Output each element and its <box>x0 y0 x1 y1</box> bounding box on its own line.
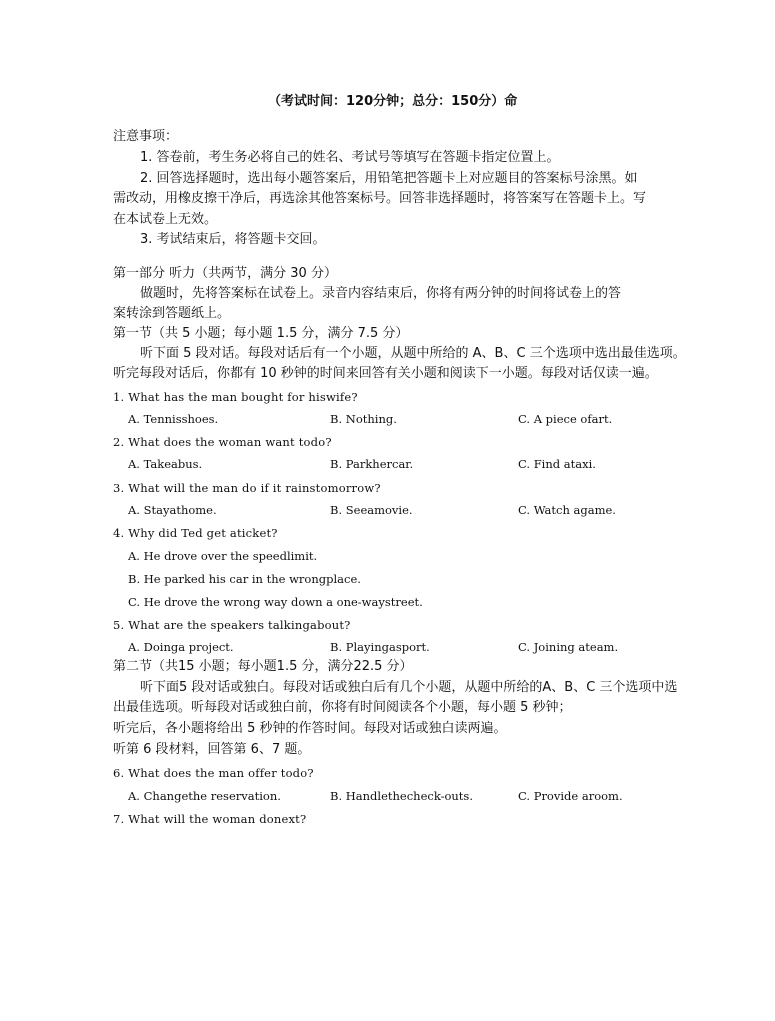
question-4-option-a: A. He drove over the speedlimit. <box>128 549 318 563</box>
notice-title: 注意事项： <box>113 129 179 144</box>
question-1-option-c: C. A piece ofart. <box>518 412 613 426</box>
section2-intro-line-1: 听下面5 段对话或独白。每段对话或独白后有几个小题，从题中所给的A、B、C 三个选项中选 <box>140 680 678 695</box>
material-6-note: 听第 6 段材料，回答第 6、7 题。 <box>113 742 311 757</box>
question-3-option-b: B. Seeamovie. <box>330 503 413 517</box>
section1-intro-line-1: 听下面 5 段对话。每段对话后有一个小题，从题中所给的 A、B、C 三个选项中选出最佳选项。 <box>140 346 686 361</box>
question-3: 3. What will the man do if it rainstomorrow? <box>113 481 381 495</box>
question-5-option-b: B. Playingasport. <box>330 640 430 654</box>
question-2-option-b: B. Parkhercar. <box>330 457 414 471</box>
notice-item-2-line-1: 2. 回答选择题时，选出每小题答案后，用铅笔把答题卡上对应题目的答案标号涂黑。如 <box>140 171 638 186</box>
question-4: 4. Why did Ted get aticket? <box>113 526 278 540</box>
question-6-option-c: C. Provide aroom. <box>518 789 623 803</box>
section2-intro-line-3: 听完后，各小题将给出 5 秒钟的作答时间。每段对话或独白读两遍。 <box>113 721 507 736</box>
question-5-option-c: C. Joining ateam. <box>518 640 619 654</box>
question-1: 1. What has the man bought for hiswife? <box>113 390 358 404</box>
notice-item-2-line-3: 在本试卷上无效。 <box>113 212 218 227</box>
part1-intro-line-2: 案转涂到答题纸上。 <box>113 306 231 321</box>
question-2: 2. What does the woman want todo? <box>113 435 332 449</box>
notice-item-2-line-2: 需改动，用橡皮擦干净后，再选涂其他答案标号。回答非选择题时，将答案写在答题卡上。写 <box>113 191 647 206</box>
question-4-option-c: C. He drove the wrong way down a one-waystreet. <box>128 595 423 609</box>
question-3-option-c: C. Watch agame. <box>518 503 616 517</box>
part1-title: 第一部分 听力（共两节，满分 30 分） <box>113 266 337 281</box>
question-7: 7. What will the woman donext? <box>113 812 307 826</box>
question-6: 6. What does the man offer todo? <box>113 766 314 780</box>
question-6-option-a: A. Changethe reservation. <box>128 789 281 803</box>
part1-intro-line-1: 做题时，先将答案标在试卷上。录音内容结束后，你将有两分钟的时间将试卷上的答 <box>140 286 622 301</box>
exam-header: （考试时间：120分钟；总分：150分）命 <box>268 94 518 109</box>
question-2-option-c: C. Find ataxi. <box>518 457 596 471</box>
section1-title: 第一节（共 5 小题；每小题 1.5 分，满分 7.5 分） <box>113 326 409 341</box>
question-3-option-a: A. Stayathome. <box>128 503 217 517</box>
question-5: 5. What are the speakers talkingabout? <box>113 618 351 632</box>
question-1-option-a: A. Tennisshoes. <box>128 412 219 426</box>
section2-title: 第二节（共15 小题；每小题1.5 分，满分22.5 分） <box>113 659 413 674</box>
question-6-option-b: B. Handlethecheck-outs. <box>330 789 473 803</box>
question-4-option-b: B. He parked his car in the wrongplace. <box>128 572 361 586</box>
notice-item-3: 3. 考试结束后，将答题卡交回。 <box>140 232 326 247</box>
question-5-option-a: A. Doinga project. <box>128 640 234 654</box>
question-2-option-a: A. Takeabus. <box>128 457 203 471</box>
question-1-option-b: B. Nothing. <box>330 412 397 426</box>
section1-intro-line-2: 听完每段对话后，你都有 10 秒钟的时间来回答有关小题和阅读下一小题。每段对话仅读一遍。 <box>113 366 658 381</box>
notice-item-1: 1. 答卷前，考生务必将自己的姓名、考试号等填写在答题卡指定位置上。 <box>140 150 560 165</box>
section2-intro-line-2: 出最佳选项。听每段对话或独白前，你将有时间阅读各个小题，每小题 5 秒钟； <box>113 700 572 715</box>
